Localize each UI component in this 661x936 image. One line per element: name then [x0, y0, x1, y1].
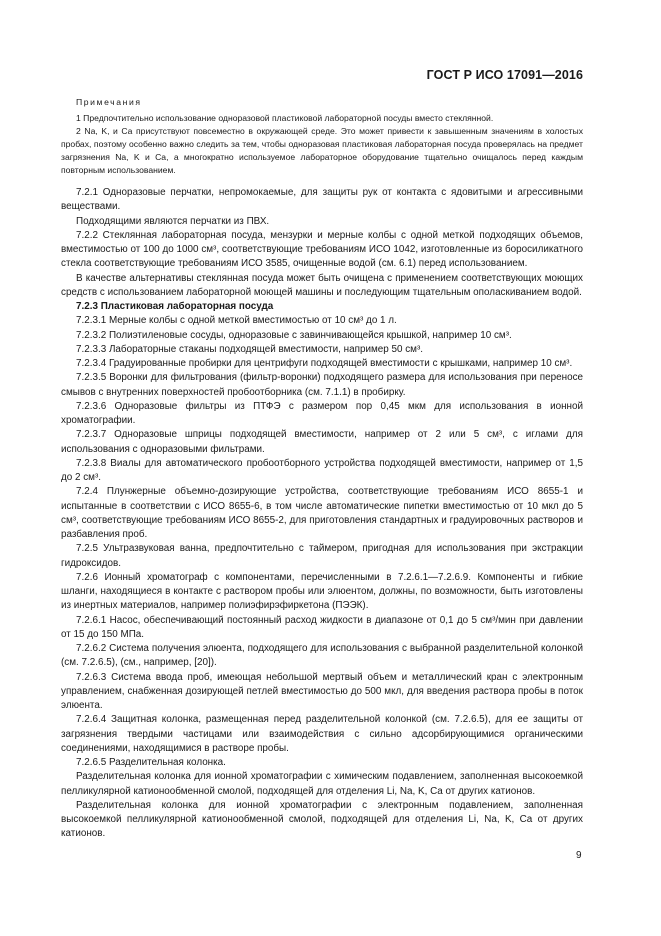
para-7-2-3-2: 7.2.3.2 Полиэтиленовые сосуды, одноразовые с завинчивающейся крышкой, например 10 см³.	[76, 329, 512, 341]
para-7-2-3-5: 7.2.3.5 Воронки для фильтрования (фильтр-воронки) подходящего размера для использования при переносе смывов с внутренних поверхностей пробоотборника (см. 7.1.1) в пробирку.	[61, 372, 583, 398]
para-7-2-6-3: 7.2.6.3 Система ввода проб, имеющая небольшой мертвый объем и металлический кран с электронным управлением, снабженная дозирующей петлей вместимостью до 500 мкл, для введения раствора пробы в поток элюента.	[61, 671, 583, 711]
para-column-chemical: Разделительная колонка для ионной хроматографии с химическим подавлением, заполненная высокоемкой пелликулярной катионообменной смолой, подходящей для отделения Li, Na, K, Ca от других катионов.	[61, 771, 583, 797]
standard-header: ГОСТ Р ИСО 17091—2016	[426, 68, 583, 82]
para-7-2-1-gloves: Подходящими являются перчатки из ПВХ.	[76, 215, 270, 227]
note-2: 2 Na, K, и Ca присутствуют повсеместно в окружающей среде. Это может привести к завышенным значениям в холостых пробах, поэтому особенно важно следить за тем, чтобы одноразовая пластиковая лабораторная посуда проверялась на предмет загрязнения Na, K и Ca, а многократно используемое лабораторное оборудование тщательно очищалось перед каждым повторным использованием.	[61, 126, 583, 175]
para-column-electronic: Разделительная колонка для ионной хроматографии с электронным подавлением, заполненная высокоемкой пелликулярной катионообменной смолой, подходящей для отделения Li, Na, K, Ca от других катионов.	[61, 799, 583, 840]
note-1: 1 Предпочтительно использование одноразовой пластиковой лабораторной посуды вместо стеклянной.	[76, 113, 494, 123]
para-7-2-6-5: 7.2.6.5 Разделительная колонка.	[76, 757, 226, 768]
page-content	[61, 96, 583, 842]
para-7-2-4: 7.2.4 Плунжерные объемно-дозирующие устройства, соответствующие требованиям ИСО 8655-1 и испытанные в соответствии с ИСО 8655-6, в том числе автоматические пипетки вместимостью от 10 мкл до 5 см³, соответствующие требованиям ИСО 8655-2, для приготовления стандартных и градуировочных растворов и разбавления проб.	[61, 486, 583, 540]
para-7-2-3-1: 7.2.3.1 Мерные колбы с одной меткой вместимостью от 10 см³ до 1 л.	[76, 315, 397, 327]
para-7-2-6-2: 7.2.6.2 Система получения элюента, подходящего для использования с выбранной разделительной колонкой (см. 7.2.6.5), (см., например, [20]).	[61, 643, 583, 669]
para-7-2-2-alt: В качестве альтернативы стеклянная посуда может быть очищена с применением соответствующих моющих средств с использованием лабораторной моющей машины и последующим тщательным ополаскиванием водой.	[61, 272, 583, 298]
para-7-2-3-6: 7.2.3.6 Одноразовые фильтры из ПТФЭ с размером пор 0,45 мкм для использования в ионной хроматографии.	[61, 400, 583, 426]
notes-title: Примечания	[76, 97, 142, 107]
para-7-2-3-7: 7.2.3.7 Одноразовые шприцы подходящей вместимости, например от 2 или 5 см³, с иглами для использования с одноразовыми фильтрами.	[61, 429, 583, 455]
para-7-2-6-4: 7.2.6.4 Защитная колонка, размещенная перед разделительной колонкой (см. 7.2.6.5), для ее защиты от загрязнения твердыми частицами или взаимодействия с сильно адсорбирующимися органическими соединениями, находящимися в растворе пробы.	[61, 714, 583, 754]
para-7-2-3-4: 7.2.3.4 Градуированные пробирки для центрифуги подходящей вместимости с крышками, например 10 см³.	[76, 358, 573, 369]
section-heading-7-2-3: 7.2.3 Пластиковая лабораторная посуда	[76, 301, 274, 312]
para-7-2-2: 7.2.2 Стеклянная лабораторная посуда, мензурки и мерные колбы с одной меткой подходящих объемов, вместимостью от 100 до 1000 см³, соответствующие требованиям ИСО 1042, изготовленные из боросиликатного стекла соответствующие требованиям ИСО 3585, очищенные водой (см. 6.1) перед использованием.	[61, 229, 583, 270]
para-7-2-3-3: 7.2.3.3 Лабораторные стаканы подходящей вместимости, например 50 см³.	[76, 343, 423, 355]
para-7-2-3-8: 7.2.3.8 Виалы для автоматического пробоотборного устройства подходящей вместимости, например от 1,5 до 2 см³.	[61, 457, 583, 483]
page-number: 9	[576, 850, 582, 861]
para-7-2-5: 7.2.5 Ультразвуковая ванна, предпочтительно с таймером, пригодная для использования при экстракции гидроксидов.	[61, 543, 583, 569]
para-7-2-1: 7.2.1 Одноразовые перчатки, непромокаемые, для защиты рук от контакта с ядовитыми и агрессивными веществами.	[61, 187, 583, 213]
para-7-2-6: 7.2.6 Ионный хроматограф с компонентами, перечисленными в 7.2.6.1—7.2.6.9. Компоненты и гибкие шланги, находящиеся в контакте с раствором пробы или элюентом, должны, по возможности, быть изготовлены из инертных материалов, например полиэфирэфиркетона (ПЭЭК).	[61, 571, 583, 612]
para-7-2-6-1: 7.2.6.1 Насос, обеспечивающий постоянный расход жидкости в диапазоне от 0,1 до 5 см³/мин при давлении от 15 до 150 МПа.	[61, 614, 583, 640]
notes-block	[61, 96, 583, 177]
